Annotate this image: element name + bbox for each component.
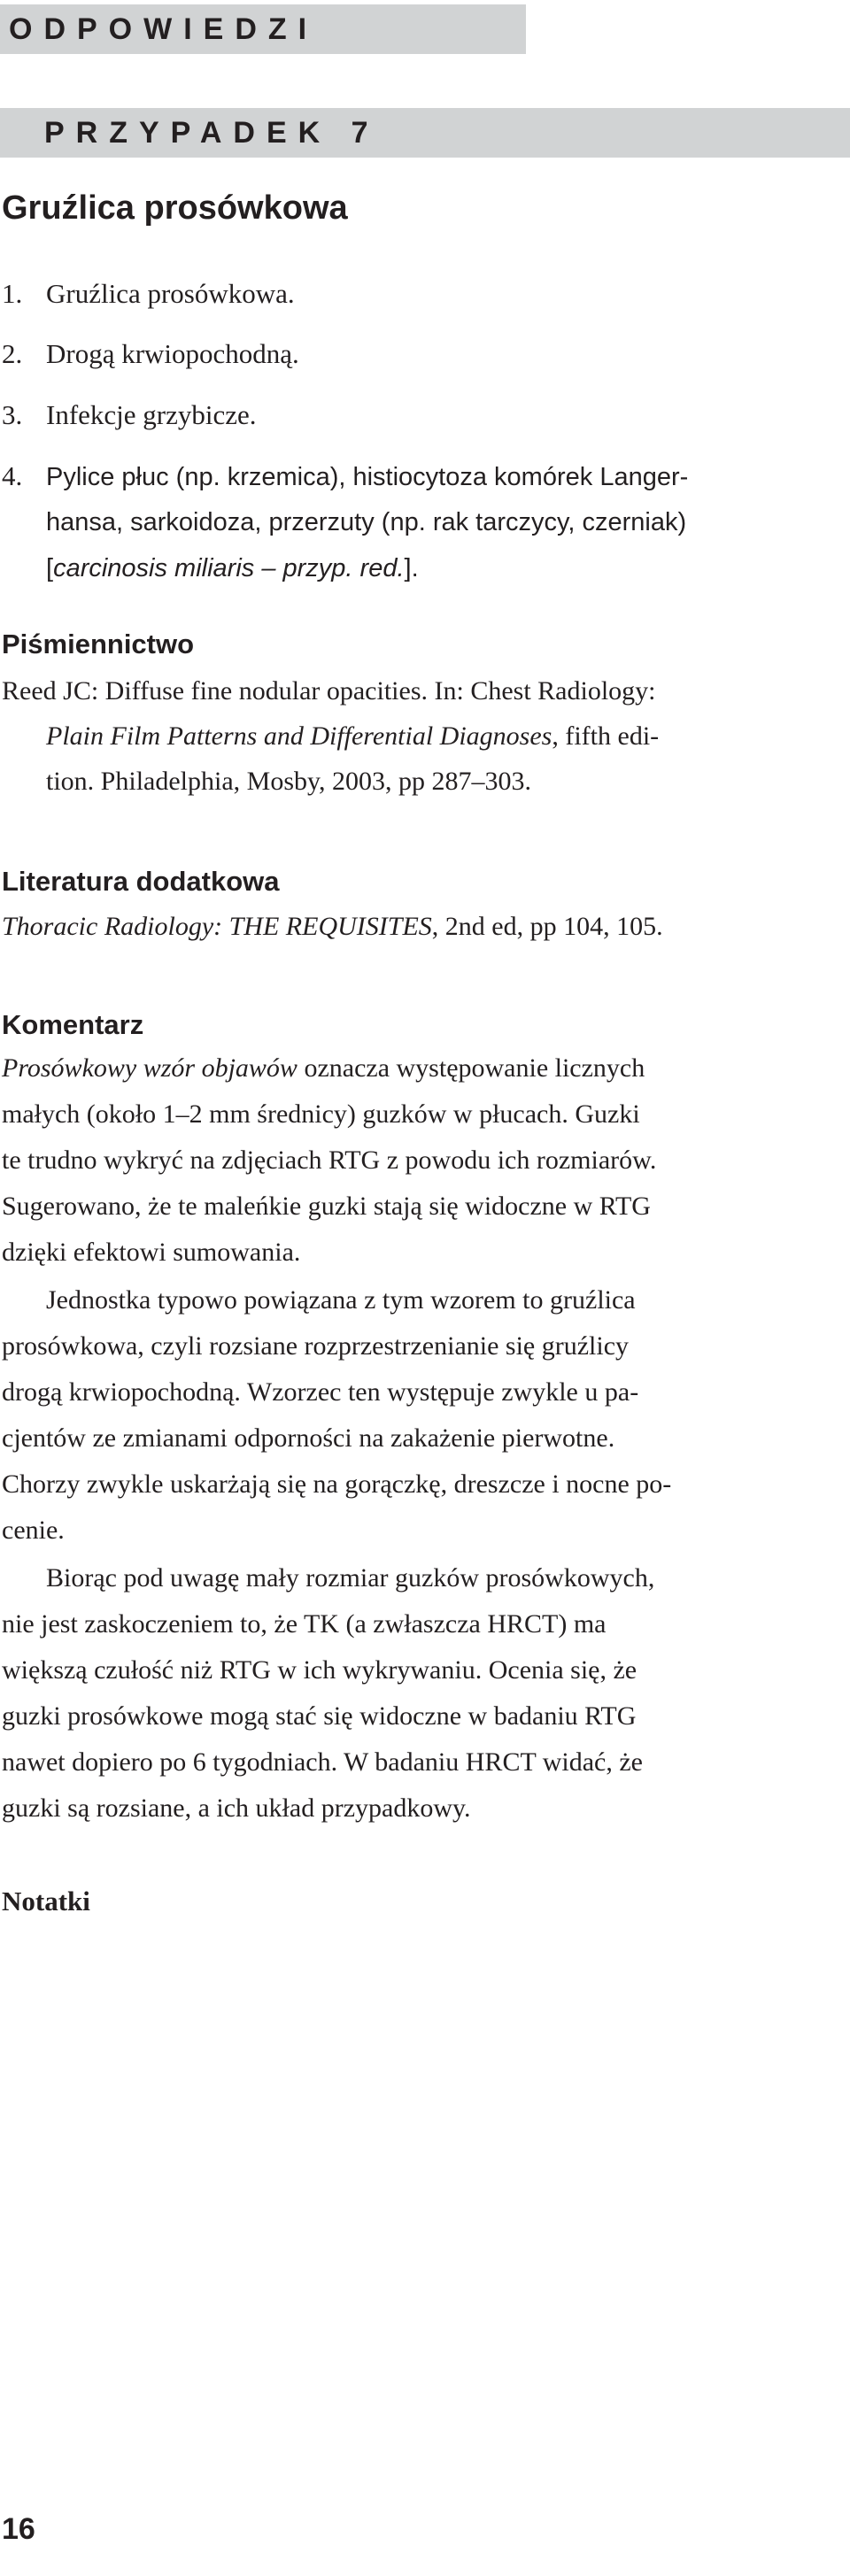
reference-line-2: Plain Film Patterns and Differential Diagnoses, fifth edi- bbox=[46, 721, 660, 751]
reference-line-1: Reed JC: Diffuse fine nodular opacities. In: Chest Radiology: bbox=[2, 676, 656, 706]
answer-item-4-line2: hansa, sarkoidoza, przerzuty (np. rak tarczycy, czerniak) bbox=[46, 508, 687, 536]
answer-item-2: 2. Drogą krwiopochodną. bbox=[2, 338, 299, 369]
commentary-p3-line-1: Biorąc pod uwagę mały rozmiar guzków prosówkowych, bbox=[46, 1563, 655, 1593]
answer-item-1: 1. Gruźlica prosówkowa. bbox=[2, 278, 295, 309]
commentary-p1-line-4: Sugerowano, że te maleńkie guzki stają się widoczne w RTG bbox=[2, 1192, 651, 1221]
commentary-p3-line-6: guzki są rozsiane, a ich układ przypadkowy. bbox=[2, 1793, 471, 1823]
reference-line-3: tion. Philadelphia, Mosby, 2003, pp 287–303. bbox=[46, 767, 532, 796]
answer-item-4-line3: [carcinosis miliaris – przyp. red.]. bbox=[46, 554, 419, 582]
commentary-p1-line-2: małych (około 1–2 mm średnicy) guzków w płucach. Guzki bbox=[2, 1099, 640, 1129]
additional-literature-heading: Literatura dodatkowa bbox=[2, 866, 280, 897]
notes-heading: Notatki bbox=[2, 1886, 90, 1917]
commentary-p1-line-5: dzięki efektowi sumowania. bbox=[2, 1238, 301, 1267]
commentary-p2-line-1: Jednostka typowo powiązana z tym wzorem to gruźlica bbox=[46, 1285, 636, 1315]
commentary-p1-line-3: te trudno wykryć na zdjęciach RTG z powodu ich rozmiarów. bbox=[2, 1145, 657, 1175]
commentary-heading: Komentarz bbox=[2, 1009, 144, 1040]
commentary-p2-line-3: drogą krwiopochodną. Wzorzec ten występuje zwykle u pa- bbox=[2, 1377, 639, 1407]
case-title: Gruźlica prosówkowa bbox=[2, 189, 348, 227]
page-number: 16 bbox=[2, 2512, 35, 2546]
commentary-p3-line-4: guzki prosówkowe mogą stać się widoczne w badaniu RTG bbox=[2, 1701, 637, 1731]
answer-item-4: 4. Pylice płuc (np. krzemica), histiocytoza komórek Langer- bbox=[2, 460, 689, 491]
additional-literature-entry: Thoracic Radiology: THE REQUISITES, 2nd ed, pp 104, 105. bbox=[2, 912, 663, 941]
section-header-answers: ODPOWIEDZI bbox=[0, 4, 526, 54]
commentary-p2-line-4: cjentów ze zmianami odporności na zakażenie pierwotne. bbox=[2, 1423, 615, 1453]
commentary-p2-line-2: prosówkowa, czyli rozsiane rozprzestrzenianie się gruźlicy bbox=[2, 1331, 630, 1361]
commentary-p1-line-1: Prosówkowy wzór objawów oznacza występowanie licznych bbox=[2, 1053, 645, 1083]
commentary-p3-line-2: nie jest zaskoczeniem to, że TK (a zwłaszcza HRCT) ma bbox=[2, 1609, 607, 1639]
references-heading: Piśmiennictwo bbox=[2, 629, 195, 659]
commentary-p2-line-6: cenie. bbox=[2, 1516, 65, 1545]
case-header: PRZYPADEK 7 bbox=[0, 108, 850, 158]
commentary-p2-line-5: Chorzy zwykle uskarżają się na gorączkę, dreszcze i nocne po- bbox=[2, 1469, 672, 1499]
answer-item-3: 3. Infekcje grzybicze. bbox=[2, 399, 257, 430]
commentary-p3-line-3: większą czułość niż RTG w ich wykrywaniu. Ocenia się, że bbox=[2, 1655, 638, 1685]
commentary-p3-line-5: nawet dopiero po 6 tygodniach. W badaniu HRCT widać, że bbox=[2, 1747, 643, 1777]
